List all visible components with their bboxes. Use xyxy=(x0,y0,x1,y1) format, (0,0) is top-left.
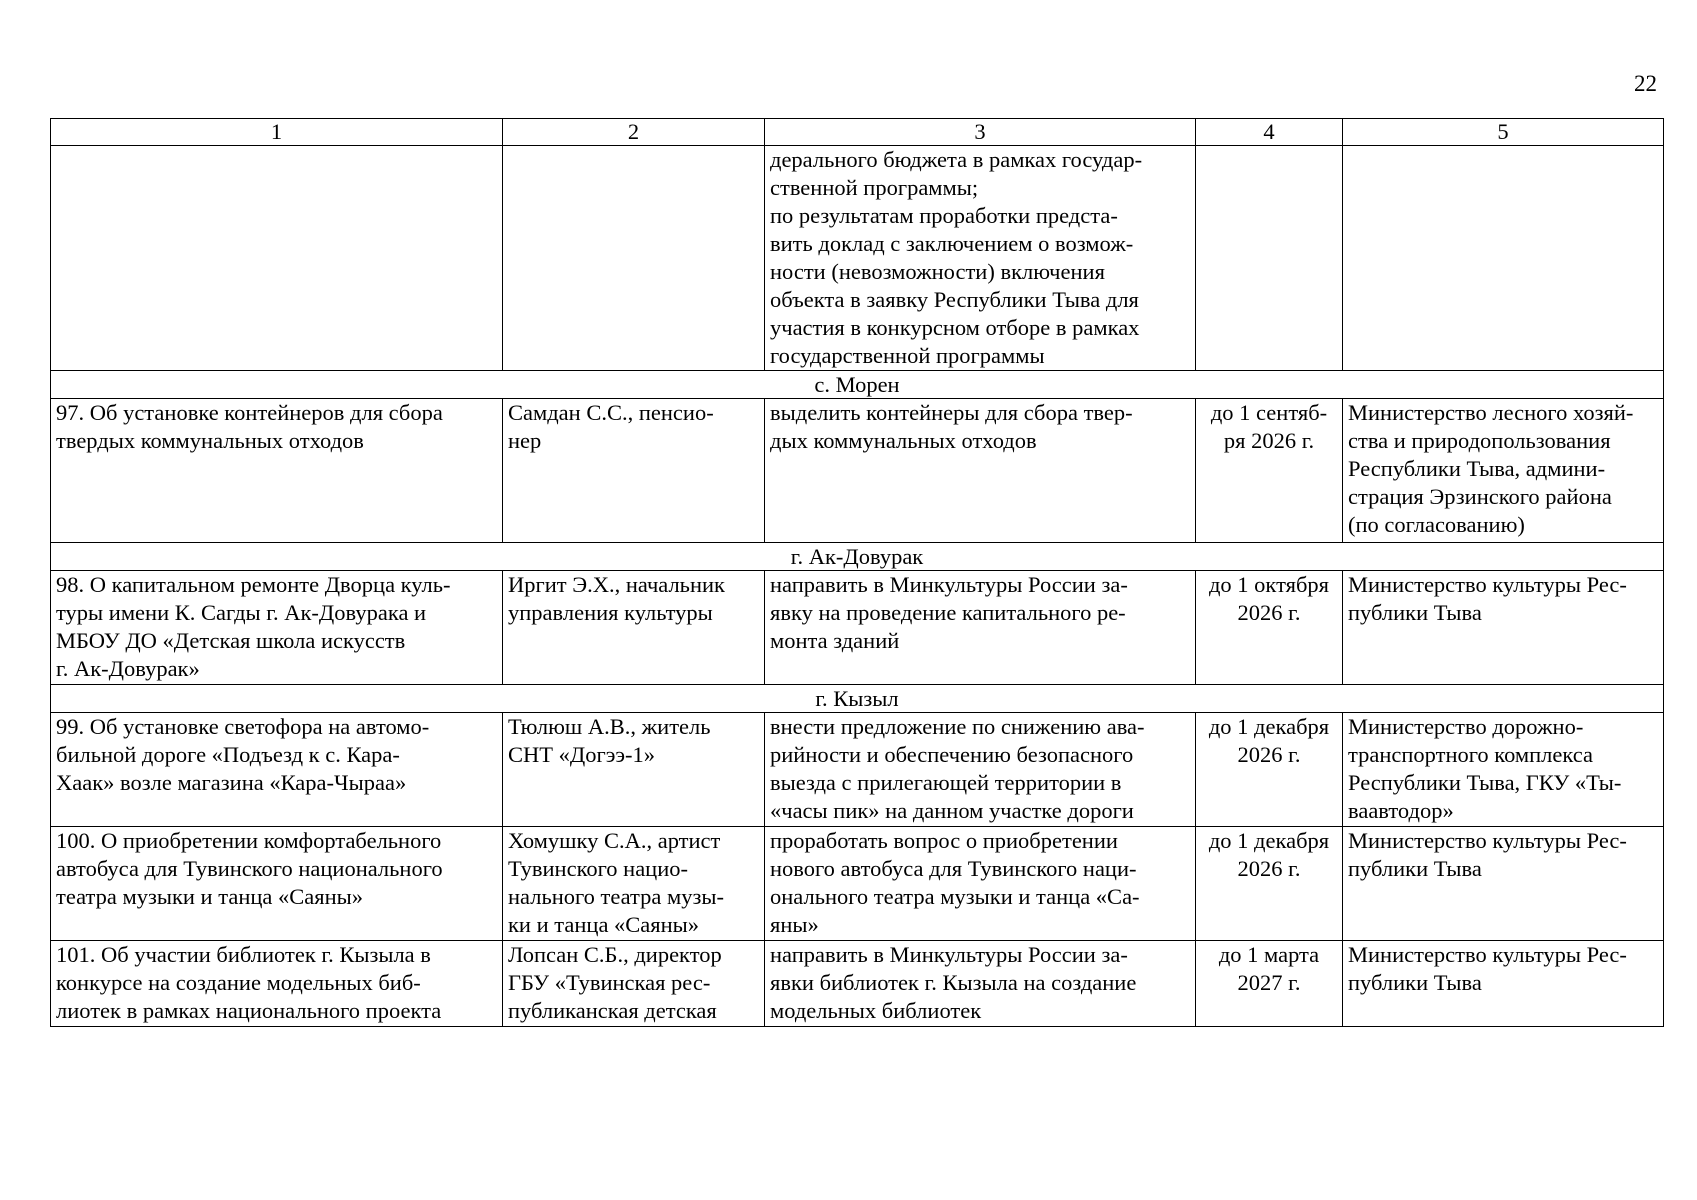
cell-initiator: Лопсан С.Б., директор ГБУ «Тувинская рес- публиканская детская xyxy=(503,941,765,1027)
section-row xyxy=(51,543,1664,571)
cell-responsible: Министерство культуры Рес- публики Тыва xyxy=(1343,941,1664,1027)
cell-initiator: Иргит Э.Х., начальник управления культуры xyxy=(503,571,765,685)
cell-deadline: до 1 сентяб- ря 2026 г. xyxy=(1196,399,1343,543)
cell-action: выделить контейнеры для сбора твер- дых коммунальных отходов xyxy=(765,399,1196,543)
table-row xyxy=(51,146,1664,371)
cell-responsible: Министерство дорожно- транспортного комплекса Республики Тыва, ГКУ «Ты- ваавтодор» xyxy=(1343,713,1664,827)
table-row xyxy=(51,571,1664,685)
cell-action: направить в Минкультуры России за- явки библиотек г. Кызыла на создание модельных библиотек xyxy=(765,941,1196,1027)
table-row xyxy=(51,827,1664,941)
page-number: 22 xyxy=(1634,71,1657,96)
cell-deadline: до 1 октября 2026 г. xyxy=(1196,571,1343,685)
column-header-1: 1 xyxy=(51,119,503,146)
cell-item: 97. Об установке контейнеров для сбора твердых коммунальных отходов xyxy=(51,399,503,543)
section-title: г. Кызыл xyxy=(51,685,1664,713)
column-header-5: 5 xyxy=(1343,119,1664,146)
section-title: г. Ак-Довурак xyxy=(51,543,1664,571)
cell-responsible: Министерство лесного хозяй- ства и природопользования Республики Тыва, админи- страция Эрзинского района (по согласованию) xyxy=(1343,399,1664,543)
cell-deadline: до 1 декабря 2026 г. xyxy=(1196,713,1343,827)
cell-action: внести предложение по снижению ава- рийности и обеспечению безопасного выезда с прилегающей территории в «часы пик» на данном участке дороги xyxy=(765,713,1196,827)
column-header-3: 3 xyxy=(765,119,1196,146)
cell-initiator: Хомушку С.А., артист Тувинского нацио- нального театра музы- ки и танца «Саяны» xyxy=(503,827,765,941)
cell-initiator: Самдан С.С., пенсио- нер xyxy=(503,399,765,543)
column-header-2: 2 xyxy=(503,119,765,146)
cell-responsible: Министерство культуры Рес- публики Тыва xyxy=(1343,571,1664,685)
cell-action: проработать вопрос о приобретении нового автобуса для Тувинского наци- онального театра музыки и танца «Са- яны» xyxy=(765,827,1196,941)
cell-action: направить в Минкультуры России за- явку на проведение капитального ре- монта зданий xyxy=(765,571,1196,685)
column-header-4: 4 xyxy=(1196,119,1343,146)
cell-item: 101. Об участии библиотек г. Кызыла в конкурсе на создание модельных биб- лиотек в рамках национального проекта xyxy=(51,941,503,1027)
cell-deadline: до 1 марта 2027 г. xyxy=(1196,941,1343,1027)
table-row xyxy=(51,713,1664,827)
table-row xyxy=(51,941,1664,1027)
cell-item: 98. О капитальном ремонте Дворца куль- туры имени К. Сагды г. Ак-Довурака и МБОУ ДО «Детская школа искусств г. Ак-Довурак» xyxy=(51,571,503,685)
table-header-row xyxy=(51,119,1664,146)
cell-deadline xyxy=(1196,146,1343,371)
cell-responsible: Министерство культуры Рес- публики Тыва xyxy=(1343,827,1664,941)
document-table xyxy=(50,118,1664,1027)
table-row xyxy=(51,399,1664,543)
cell-deadline: до 1 декабря 2026 г. xyxy=(1196,827,1343,941)
cell-action: дерального бюджета в рамках государ- ственной программы; по результатам проработки предста- вить доклад с заключением о возмож- ности (невозможности) включения объекта в заявку Республики Тыва для участия в конкурсном отборе в рамках государственной программы xyxy=(765,146,1196,371)
cell-item xyxy=(51,146,503,371)
section-row xyxy=(51,371,1664,399)
cell-item: 100. О приобретении комфортабельного автобуса для Тувинского национального театра музыки и танца «Саяны» xyxy=(51,827,503,941)
cell-item: 99. Об установке светофора на автомо- бильной дороге «Подъезд к с. Кара- Хаак» возле магазина «Кара-Чыраа» xyxy=(51,713,503,827)
cell-initiator: Тюлюш А.В., житель СНТ «Догээ-1» xyxy=(503,713,765,827)
cell-initiator xyxy=(503,146,765,371)
section-row xyxy=(51,685,1664,713)
section-title: с. Морен xyxy=(51,371,1664,399)
cell-responsible xyxy=(1343,146,1664,371)
